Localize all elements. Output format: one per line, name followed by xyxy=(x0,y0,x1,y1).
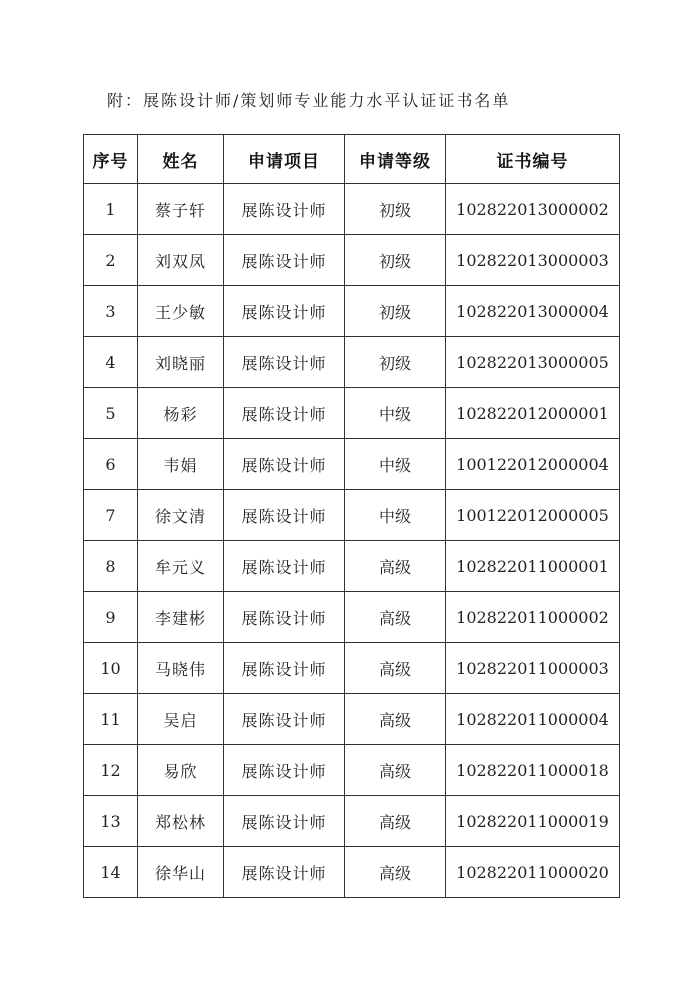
table-row xyxy=(84,337,620,388)
table-row xyxy=(84,184,620,235)
table-row xyxy=(84,643,620,694)
row-cert: 102822011000001 xyxy=(446,541,620,592)
row-cert: 102822013000004 xyxy=(446,286,620,337)
document-title: 附：展陈设计师/策划师专业能力水平认证证书名单 xyxy=(107,91,511,110)
row-item: 展陈设计师 xyxy=(224,235,345,286)
row-name: 徐文清 xyxy=(138,490,224,541)
row-cert: 102822011000003 xyxy=(446,643,620,694)
row-item: 展陈设计师 xyxy=(224,796,345,847)
row-cert: 102822011000020 xyxy=(446,847,620,898)
table-row xyxy=(84,796,620,847)
row-cert: 100122012000004 xyxy=(446,439,620,490)
row-seq: 13 xyxy=(84,796,138,847)
table-row xyxy=(84,388,620,439)
certificate-table xyxy=(83,134,620,898)
row-name: 韦娟 xyxy=(138,439,224,490)
table-row xyxy=(84,694,620,745)
row-seq: 11 xyxy=(84,694,138,745)
row-item: 展陈设计师 xyxy=(224,745,345,796)
header-name: 姓名 xyxy=(138,135,224,184)
row-cert: 102822012000001 xyxy=(446,388,620,439)
row-seq: 7 xyxy=(84,490,138,541)
table-row xyxy=(84,439,620,490)
row-seq: 1 xyxy=(84,184,138,235)
row-level: 中级 xyxy=(345,490,446,541)
row-cert: 102822013000003 xyxy=(446,235,620,286)
row-name: 刘双凤 xyxy=(138,235,224,286)
row-level: 高级 xyxy=(345,796,446,847)
header-seq: 序号 xyxy=(84,135,138,184)
row-item: 展陈设计师 xyxy=(224,694,345,745)
row-item: 展陈设计师 xyxy=(224,439,345,490)
row-cert: 102822011000002 xyxy=(446,592,620,643)
header-level: 申请等级 xyxy=(345,135,446,184)
row-item: 展陈设计师 xyxy=(224,490,345,541)
table-row xyxy=(84,592,620,643)
row-item: 展陈设计师 xyxy=(224,388,345,439)
table-header-row xyxy=(84,135,620,184)
row-level: 高级 xyxy=(345,847,446,898)
row-seq: 4 xyxy=(84,337,138,388)
row-seq: 12 xyxy=(84,745,138,796)
row-level: 高级 xyxy=(345,694,446,745)
row-level: 高级 xyxy=(345,643,446,694)
row-level: 高级 xyxy=(345,745,446,796)
row-level: 中级 xyxy=(345,388,446,439)
row-seq: 5 xyxy=(84,388,138,439)
row-cert: 102822013000005 xyxy=(446,337,620,388)
row-level: 初级 xyxy=(345,286,446,337)
row-name: 马晓伟 xyxy=(138,643,224,694)
table-row xyxy=(84,541,620,592)
row-item: 展陈设计师 xyxy=(224,643,345,694)
row-cert: 102822011000018 xyxy=(446,745,620,796)
row-item: 展陈设计师 xyxy=(224,592,345,643)
row-item: 展陈设计师 xyxy=(224,847,345,898)
table-row xyxy=(84,286,620,337)
row-name: 牟元义 xyxy=(138,541,224,592)
row-seq: 14 xyxy=(84,847,138,898)
table-row xyxy=(84,847,620,898)
table-row xyxy=(84,745,620,796)
row-name: 郑松林 xyxy=(138,796,224,847)
row-name: 王少敏 xyxy=(138,286,224,337)
row-cert: 102822011000004 xyxy=(446,694,620,745)
row-seq: 9 xyxy=(84,592,138,643)
row-cert: 102822011000019 xyxy=(446,796,620,847)
row-level: 初级 xyxy=(345,184,446,235)
row-item: 展陈设计师 xyxy=(224,337,345,388)
row-name: 李建彬 xyxy=(138,592,224,643)
row-level: 高级 xyxy=(345,541,446,592)
row-cert: 102822013000002 xyxy=(446,184,620,235)
row-name: 刘晓丽 xyxy=(138,337,224,388)
table-row xyxy=(84,490,620,541)
row-cert: 100122012000005 xyxy=(446,490,620,541)
row-seq: 8 xyxy=(84,541,138,592)
row-level: 初级 xyxy=(345,337,446,388)
row-item: 展陈设计师 xyxy=(224,184,345,235)
row-seq: 6 xyxy=(84,439,138,490)
row-name: 易欣 xyxy=(138,745,224,796)
table-row xyxy=(84,235,620,286)
row-level: 中级 xyxy=(345,439,446,490)
header-item: 申请项目 xyxy=(224,135,345,184)
row-seq: 10 xyxy=(84,643,138,694)
row-level: 高级 xyxy=(345,592,446,643)
row-seq: 3 xyxy=(84,286,138,337)
header-cert: 证书编号 xyxy=(446,135,620,184)
row-name: 杨彩 xyxy=(138,388,224,439)
row-level: 初级 xyxy=(345,235,446,286)
row-item: 展陈设计师 xyxy=(224,541,345,592)
row-item: 展陈设计师 xyxy=(224,286,345,337)
row-seq: 2 xyxy=(84,235,138,286)
row-name: 吴启 xyxy=(138,694,224,745)
row-name: 徐华山 xyxy=(138,847,224,898)
row-name: 蔡子轩 xyxy=(138,184,224,235)
